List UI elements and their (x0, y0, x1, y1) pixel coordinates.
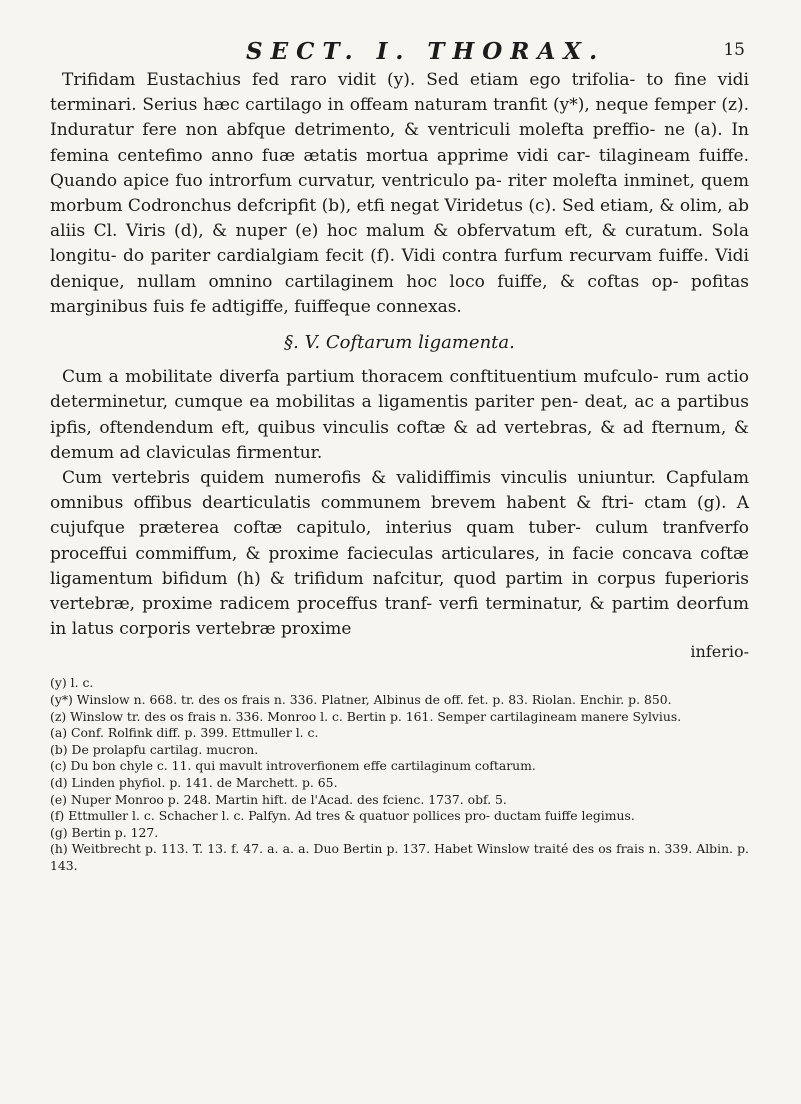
footnote-y-star: (y*) Winslow n. 668. tr. des os frais n. 336. Platner, Albinus de off. fet. p. 83. Riolan. Enchir. p. 850. (50, 692, 672, 708)
footnote-e: (e) Nuper Monroo p. 248. Martin hift. de l'Acad. des fcienc. 1737. obf. 5. (50, 791, 507, 807)
section-heading: §. V. Coftarum ligamenta. (284, 332, 515, 354)
footnote-c: (c) Du bon chyle c. 11. qui mavult introverfionem effe cartilaginum coftarum. (50, 758, 536, 774)
footnote-a: (a) Conf. Rolfink diff. p. 399. Ettmuller l. c. (50, 725, 319, 741)
running-title: SECT. I. THORAX. (246, 38, 606, 65)
main-text (50, 68, 749, 642)
paragraph-1: Trifidam Eustachius fed raro vidit (y). Sed etiam ego trifolia- to fine vidi terminari. Serius hæc cartilago in offeam naturam tranfit (y*), neque femper (z). Induratur fere non abfque detrimento, & ventriculi molefta preffio- ne (a). In femina centefimo anno fuæ ætatis mortua apprime vidi car- tilagineam fuiffe. Quando apice fuo introrfum curvatur, ventriculo pa- riter molefta inminet, quem morbum Codronchus defcripfit (b), etfi negat Viridetus (c). Sed etiam, & olim, ab aliis Cl. Viris (d), & nuper (e) hoc malum & obfervatum eft, & curatum. Sola longitu- do pariter cardialgiam fecit (f). Vidi contra furfum recurvam fuiffe. Vidi denique, nullam omnino cartilaginem hoc loco fuiffe, & coftas op- pofitas marginibus fuis fe adtigiffe, fuiffeque connexas. (50, 70, 749, 317)
footnote-z: (z) Winslow tr. des os frais n. 336. Monroo l. c. Bertin p. 161. Semper cartilagineam manere Sylvius. (50, 708, 682, 724)
footnote-f: (f) Ettmuller l. c. Schacher l. c. Palfyn. Ad tres & quatuor pollices pro- ductam fuiffe legimus. (50, 808, 635, 824)
footnotes (50, 675, 749, 874)
footnote-b: (b) De prolapfu cartilag. mucron. (50, 741, 259, 757)
footnote-g: (g) Bertin p. 127. (50, 824, 159, 840)
footnote-y: (y) l. c. (50, 675, 94, 691)
paragraph-2: Cum a mobilitate diverfa partium thoracem conftituentium mufculo- rum actio determinetur, cumque ea mobilitas a ligamentis pariter pen- deat, ac a partibus ipfis, oftendendum eft, quibus vinculis coftæ & ad vertebras, & ad fternum, & demum ad claviculas firmentur. (50, 367, 749, 463)
catchword: inferio- (690, 642, 749, 662)
running-head (50, 30, 749, 68)
paragraph-3: Cum vertebris quidem numerofis & validiffimis vinculis uniuntur. Capfulam omnibus offibus dearticulatis communem brevem habent & ftri- ctam (g). A cujufque præterea coftæ capitulo, interius quam tuber- culum tranfverfo proceffui commiffum, & proxime facieculas articulares, in facie concava coftæ ligamentum bifidum (h) & trifidum nafcitur, quod partim in corpus fuperioris vertebræ, proxime radicem proceffus tranf- verfi terminatur, & partim deorfum in latus corporis vertebræ proxime (50, 468, 749, 640)
footnote-h: (h) Weitbrecht p. 113. T. 13. f. 47. a. a. a. Duo Bertin p. 137. Habet Winslow traité des os frais n. 339. Albin. p. 143. (50, 841, 749, 873)
page-number: 15 (723, 40, 745, 60)
footnote-d: (d) Linden phyfiol. p. 141. de Marchett. p. 65. (50, 775, 338, 791)
